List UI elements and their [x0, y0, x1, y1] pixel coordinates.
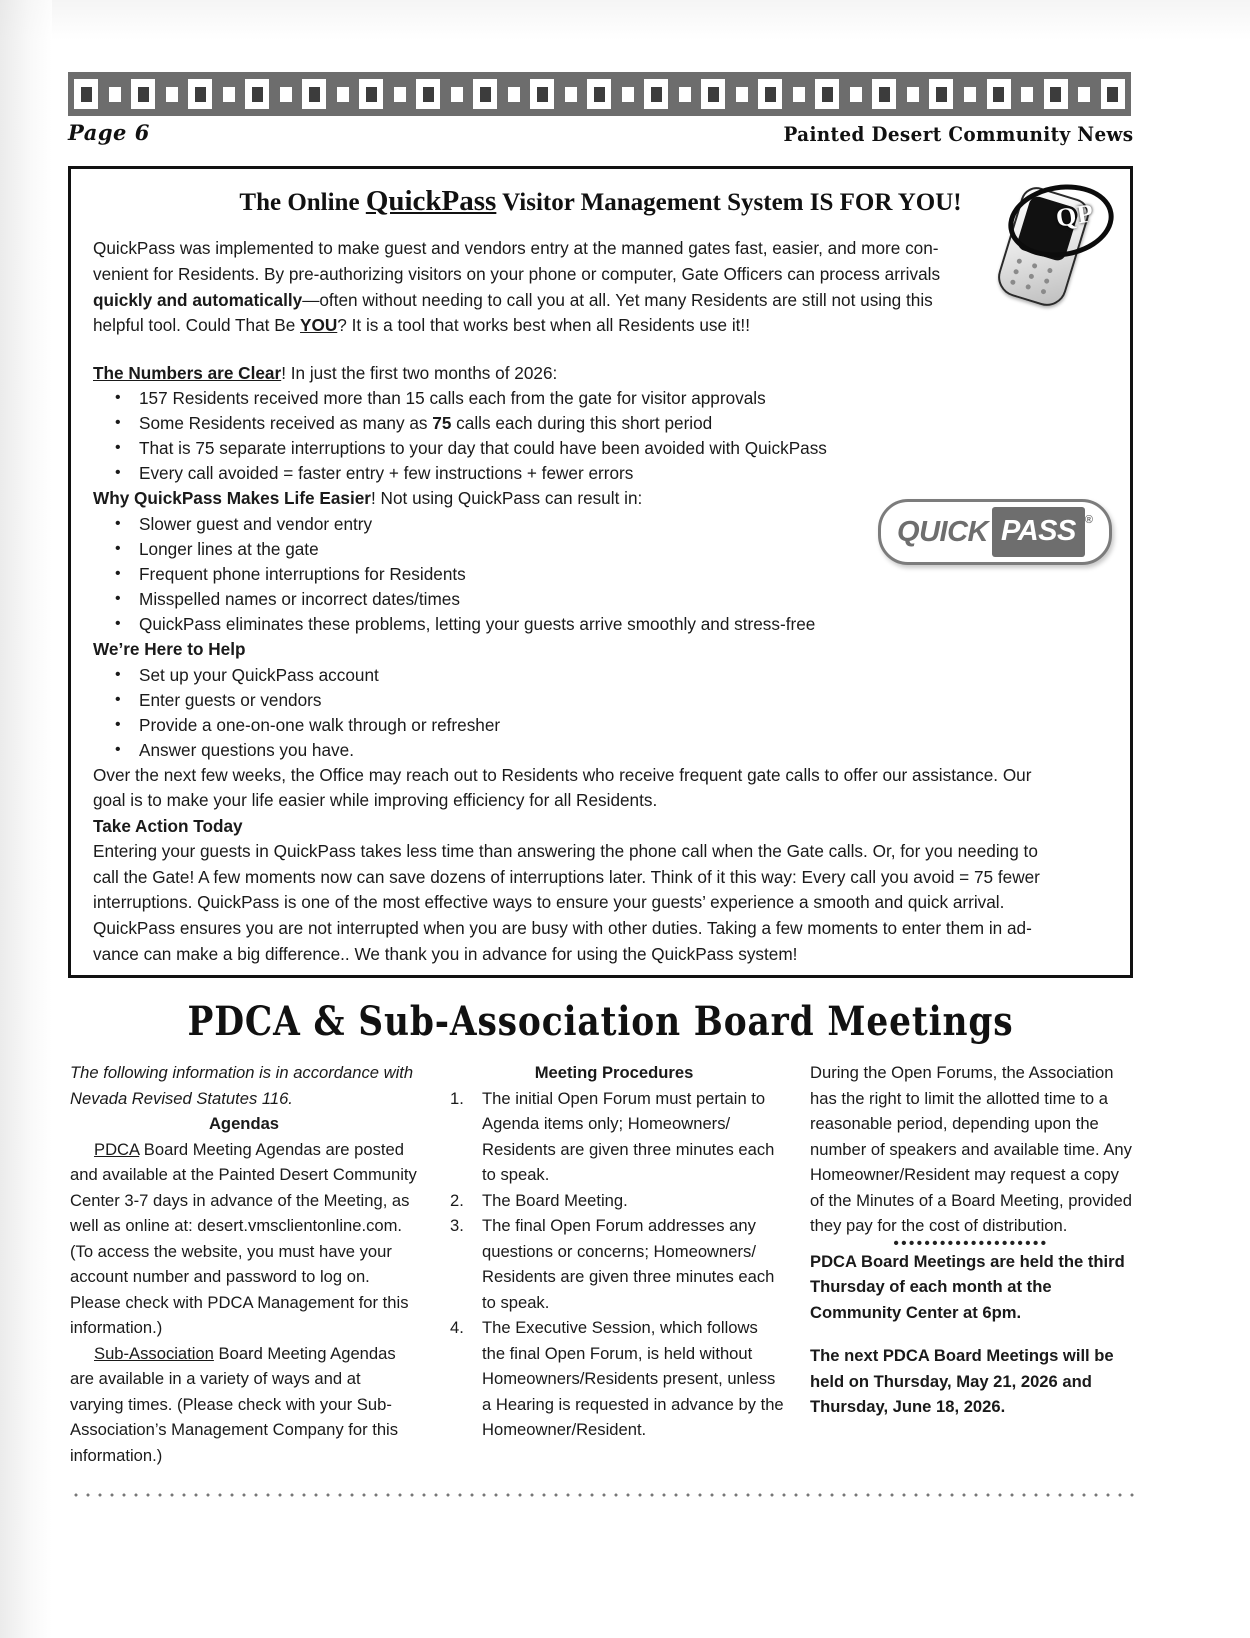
- band-square-small: [565, 87, 577, 102]
- band-square-large: [245, 79, 269, 109]
- intro-bold-phrase: quickly and automatically: [93, 289, 303, 310]
- why-bullet-list: [93, 512, 998, 637]
- list-item: • Answer questions you have.: [93, 738, 998, 763]
- procedures-list: [444, 1086, 784, 1443]
- action-section: [93, 814, 1103, 968]
- subassoc-agendas-paragraph: [70, 1341, 418, 1469]
- band-square-large: [74, 79, 98, 109]
- bottom-dotted-rule: [70, 1493, 1140, 1497]
- outreach-paragraph: [93, 763, 1103, 814]
- band-square-small: [223, 87, 235, 102]
- meetings-columns: [70, 1060, 1148, 1468]
- logo-quick-text: QUICK: [897, 515, 988, 548]
- list-item-text: The Board Meeting.: [482, 1190, 628, 1210]
- band-square-large: [587, 79, 611, 109]
- outreach-line-2: goal is to make your life easier while improving efficiency for all Residents.: [93, 790, 658, 811]
- masthead-title: Painted Desert Community News: [782, 122, 1133, 146]
- list-item: • 157 Residents received more than 15 calls each from the gate for visitor approvals: [93, 386, 998, 411]
- band-square-large: [188, 79, 212, 109]
- spacer-1: [93, 339, 1108, 361]
- help-bullet-list: [93, 663, 998, 763]
- list-item: • Provide a one-on-one walk through or refresher: [93, 713, 998, 738]
- band-square-large: [815, 79, 839, 109]
- intro-line-2: venient for Residents. By pre-authorizing visitors on your phone or computer, Gate Officers can process arrivals: [93, 263, 941, 284]
- band-square-small: [793, 87, 805, 102]
- scan-shadow-top: [0, 0, 1250, 40]
- phone-keypad: [1008, 256, 1061, 298]
- bullet2-b: calls each during this short period: [451, 413, 713, 434]
- numbers-section: [93, 361, 998, 487]
- band-square-large: [530, 79, 554, 109]
- list-item: [93, 411, 998, 436]
- action-heading: [93, 814, 1103, 840]
- subassoc-underlined-term: Sub-Association: [94, 1343, 214, 1363]
- action-line-4: QuickPass ensures you are not interrupted when you are busy with other duties. Taking a few moments to enter them in ad-: [93, 918, 1032, 939]
- statutes-note: The following information is in accordance with Nevada Revised Statutes 116.: [70, 1063, 414, 1108]
- list-item-text: The Executive Session, which follows the final Open Forum, is held without Homeowners/Residents present, unless a Hearing is requested in advance by the Homeowner/Resident.: [482, 1318, 784, 1439]
- band-square-small: [1021, 87, 1033, 102]
- subassoc-agendas-text: Board Meeting Agendas are available in a variety of ways and at varying times. (Please check with your Sub-Association’s Management Company for this information.): [70, 1343, 399, 1465]
- band-square-large: [131, 79, 155, 109]
- intro-line-4-b: ? It is a tool that works best when all Residents use it!!: [337, 315, 750, 336]
- decorative-header-band: [68, 72, 1131, 116]
- list-item: [444, 1315, 784, 1443]
- agendas-heading: Agendas: [208, 1114, 280, 1133]
- band-square-small: [964, 87, 976, 102]
- quickpass-article-box: [68, 166, 1133, 978]
- list-item: [444, 1188, 784, 1214]
- band-square-small: [679, 87, 691, 102]
- list-item: • Longer lines at the gate: [93, 537, 998, 562]
- bullet2-a: Some Residents received as many as: [139, 413, 433, 434]
- intro-line-4: [93, 313, 1103, 339]
- band-square-large: [987, 79, 1011, 109]
- intro-line-3-rest: —often without needing to call you at all. Yet many Residents are still not using this: [302, 289, 933, 310]
- page-header: [68, 120, 1133, 154]
- list-item: • QuickPass eliminates these problems, letting your guests arrive smoothly and stress-free: [93, 612, 998, 637]
- band-square-small: [280, 87, 292, 102]
- band-square-small: [736, 87, 748, 102]
- band-square-large: [872, 79, 896, 109]
- qp-badge-label: QP: [1053, 198, 1096, 233]
- why-heading: Why QuickPass Makes Life Easier: [93, 488, 371, 509]
- list-item: • Frequent phone interruptions for Residents: [93, 562, 998, 587]
- band-square-large: [1044, 79, 1068, 109]
- band-square-large: [758, 79, 782, 109]
- band-square-small: [394, 87, 406, 102]
- why-heading-line: [93, 486, 998, 512]
- band-square-small: [850, 87, 862, 102]
- list-item: • Misspelled names or incorrect dates/times: [93, 587, 998, 612]
- spacer-2: [810, 1325, 1132, 1343]
- band-square-small: [508, 87, 520, 102]
- list-item-text: The initial Open Forum must pertain to Agenda items only; Homeowners/ Residents are given three minutes each to speak.: [482, 1088, 775, 1184]
- band-square-large: [929, 79, 953, 109]
- pdca-underlined-term: PDCA: [94, 1139, 140, 1159]
- scan-shadow-left: [0, 0, 52, 1638]
- open-forum-paragraph: During the Open Forums, the Association has the right to limit the allotted time to a reasonable period, depending upon the number of speakers and available time. Any Homeowner/Resident may request a copy of the Minutes of a Board Meeting, provided they pay for the cost of distribution.: [810, 1063, 1132, 1235]
- band-square-small: [907, 87, 919, 102]
- action-line-5: vance can make a big difference.. We thank you in advance for using the QuickPass system!: [93, 943, 798, 964]
- logo-pass-text: PASS: [992, 507, 1085, 557]
- outreach-line-1: Over the next few weeks, the Office may reach out to Residents who receive frequent gate calls to offer our assistance. Our: [93, 764, 1032, 785]
- bullet2-number: 75: [432, 413, 452, 434]
- numbers-bullet-list: [93, 386, 998, 486]
- procedures-heading: Meeting Procedures: [534, 1063, 694, 1082]
- list-item-number: 1.: [450, 1088, 464, 1108]
- article-title-pre: The Online: [239, 189, 366, 216]
- action-line-1: Entering your guests in QuickPass takes less time than answering the phone call when the Gate calls. Or, for you needing to: [93, 841, 1038, 862]
- action-line-2: call the Gate! A few moments now can save dozens of interruptions later. Think of it this way: Every call you avoid = 75 fewer: [93, 866, 1040, 887]
- numbers-heading-rest: ! In just the first two months of 2026:: [281, 362, 558, 383]
- list-item-text: The final Open Forum addresses any questions or concerns; Homeowners/ Residents are given three minutes each to speak.: [482, 1216, 775, 1312]
- band-square-small: [109, 87, 121, 102]
- band-square-large: [644, 79, 668, 109]
- band-square-small: [166, 87, 178, 102]
- pdca-agendas-text: Board Meeting Agendas are posted and available at the Painted Desert Community Center 3-7 days in advance of the Meeting, as well as online at: desert.vmsclientonline.com. (To access the website, you must have your account number and password to log on. Please check with PDCA Management for this information.): [70, 1139, 417, 1337]
- column-open-forums: [810, 1060, 1132, 1468]
- help-heading: [93, 637, 998, 663]
- meetings-section-heading: PDCA & Sub-Association Board Meetings: [187, 998, 1014, 1045]
- column-procedures: [444, 1060, 784, 1468]
- band-square-small: [1078, 87, 1090, 102]
- action-line-3: interruptions. QuickPass is one of the most effective ways to ensure your guests’ experience a smooth and quick arrival.: [93, 892, 1005, 913]
- help-section: [93, 637, 998, 763]
- band-square-large: [701, 79, 725, 109]
- page-number: Page 6: [68, 120, 150, 145]
- numbers-heading: The Numbers are Clear: [93, 362, 282, 383]
- list-item: • That is 75 separate interruptions to your day that could have been avoided with QuickPass: [93, 436, 998, 461]
- list-item-number: 4.: [450, 1318, 464, 1337]
- list-item-number: 2.: [450, 1190, 464, 1210]
- quickpass-phone-image: [984, 183, 1116, 308]
- why-heading-rest: ! Not using QuickPass can result in:: [371, 488, 643, 509]
- band-square-large: [1101, 79, 1125, 109]
- help-heading-text: We’re Here to Help: [93, 638, 246, 659]
- next-board-meetings-note: The next PDCA Board Meetings will be held on Thursday, May 21, 2026 and Thursday, June 18, 2026.: [810, 1346, 1114, 1416]
- list-item: • Slower guest and vendor entry: [93, 512, 998, 537]
- band-square-large: [359, 79, 383, 109]
- list-item: • Set up your QuickPass account: [93, 663, 998, 688]
- band-square-large: [302, 79, 326, 109]
- list-item: [444, 1086, 784, 1188]
- list-item: [444, 1213, 784, 1315]
- list-item-number: 3.: [450, 1216, 464, 1235]
- band-square-small: [337, 87, 349, 102]
- list-item: • Enter guests or vendors: [93, 688, 998, 713]
- article-title: [93, 185, 1108, 218]
- column-agendas: [70, 1060, 418, 1468]
- board-meeting-schedule-note: PDCA Board Meetings are held the third Thursday of each month at the Community Center at 6pm.: [810, 1251, 1125, 1322]
- why-section: [93, 486, 998, 637]
- article-title-post: Visitor Management System IS FOR YOU!: [496, 189, 962, 216]
- article-title-brand: QuickPass: [365, 185, 497, 217]
- band-square-small: [622, 87, 634, 102]
- action-heading-text: Take Action Today: [93, 815, 243, 836]
- article-intro: [93, 236, 1103, 338]
- dotted-divider: ••••••••••••••••••••: [893, 1234, 1049, 1252]
- intro-you-emphasis: YOU: [300, 315, 338, 336]
- intro-line-1: QuickPass was implemented to make guest and vendors entry at the manned gates fast, easier, and more con-: [93, 238, 939, 259]
- band-squares: [68, 72, 1131, 116]
- logo-trademark: ®: [1084, 514, 1093, 526]
- list-item: • Every call avoided = faster entry + few instructions + fewer errors: [93, 461, 998, 486]
- band-square-large: [416, 79, 440, 109]
- intro-line-3: [93, 288, 1103, 314]
- pdca-agendas-paragraph: [70, 1137, 418, 1341]
- band-square-large: [473, 79, 497, 109]
- intro-line-4-a: helpful tool. Could That Be: [93, 315, 301, 336]
- band-square-small: [451, 87, 463, 102]
- numbers-heading-line: [93, 361, 998, 387]
